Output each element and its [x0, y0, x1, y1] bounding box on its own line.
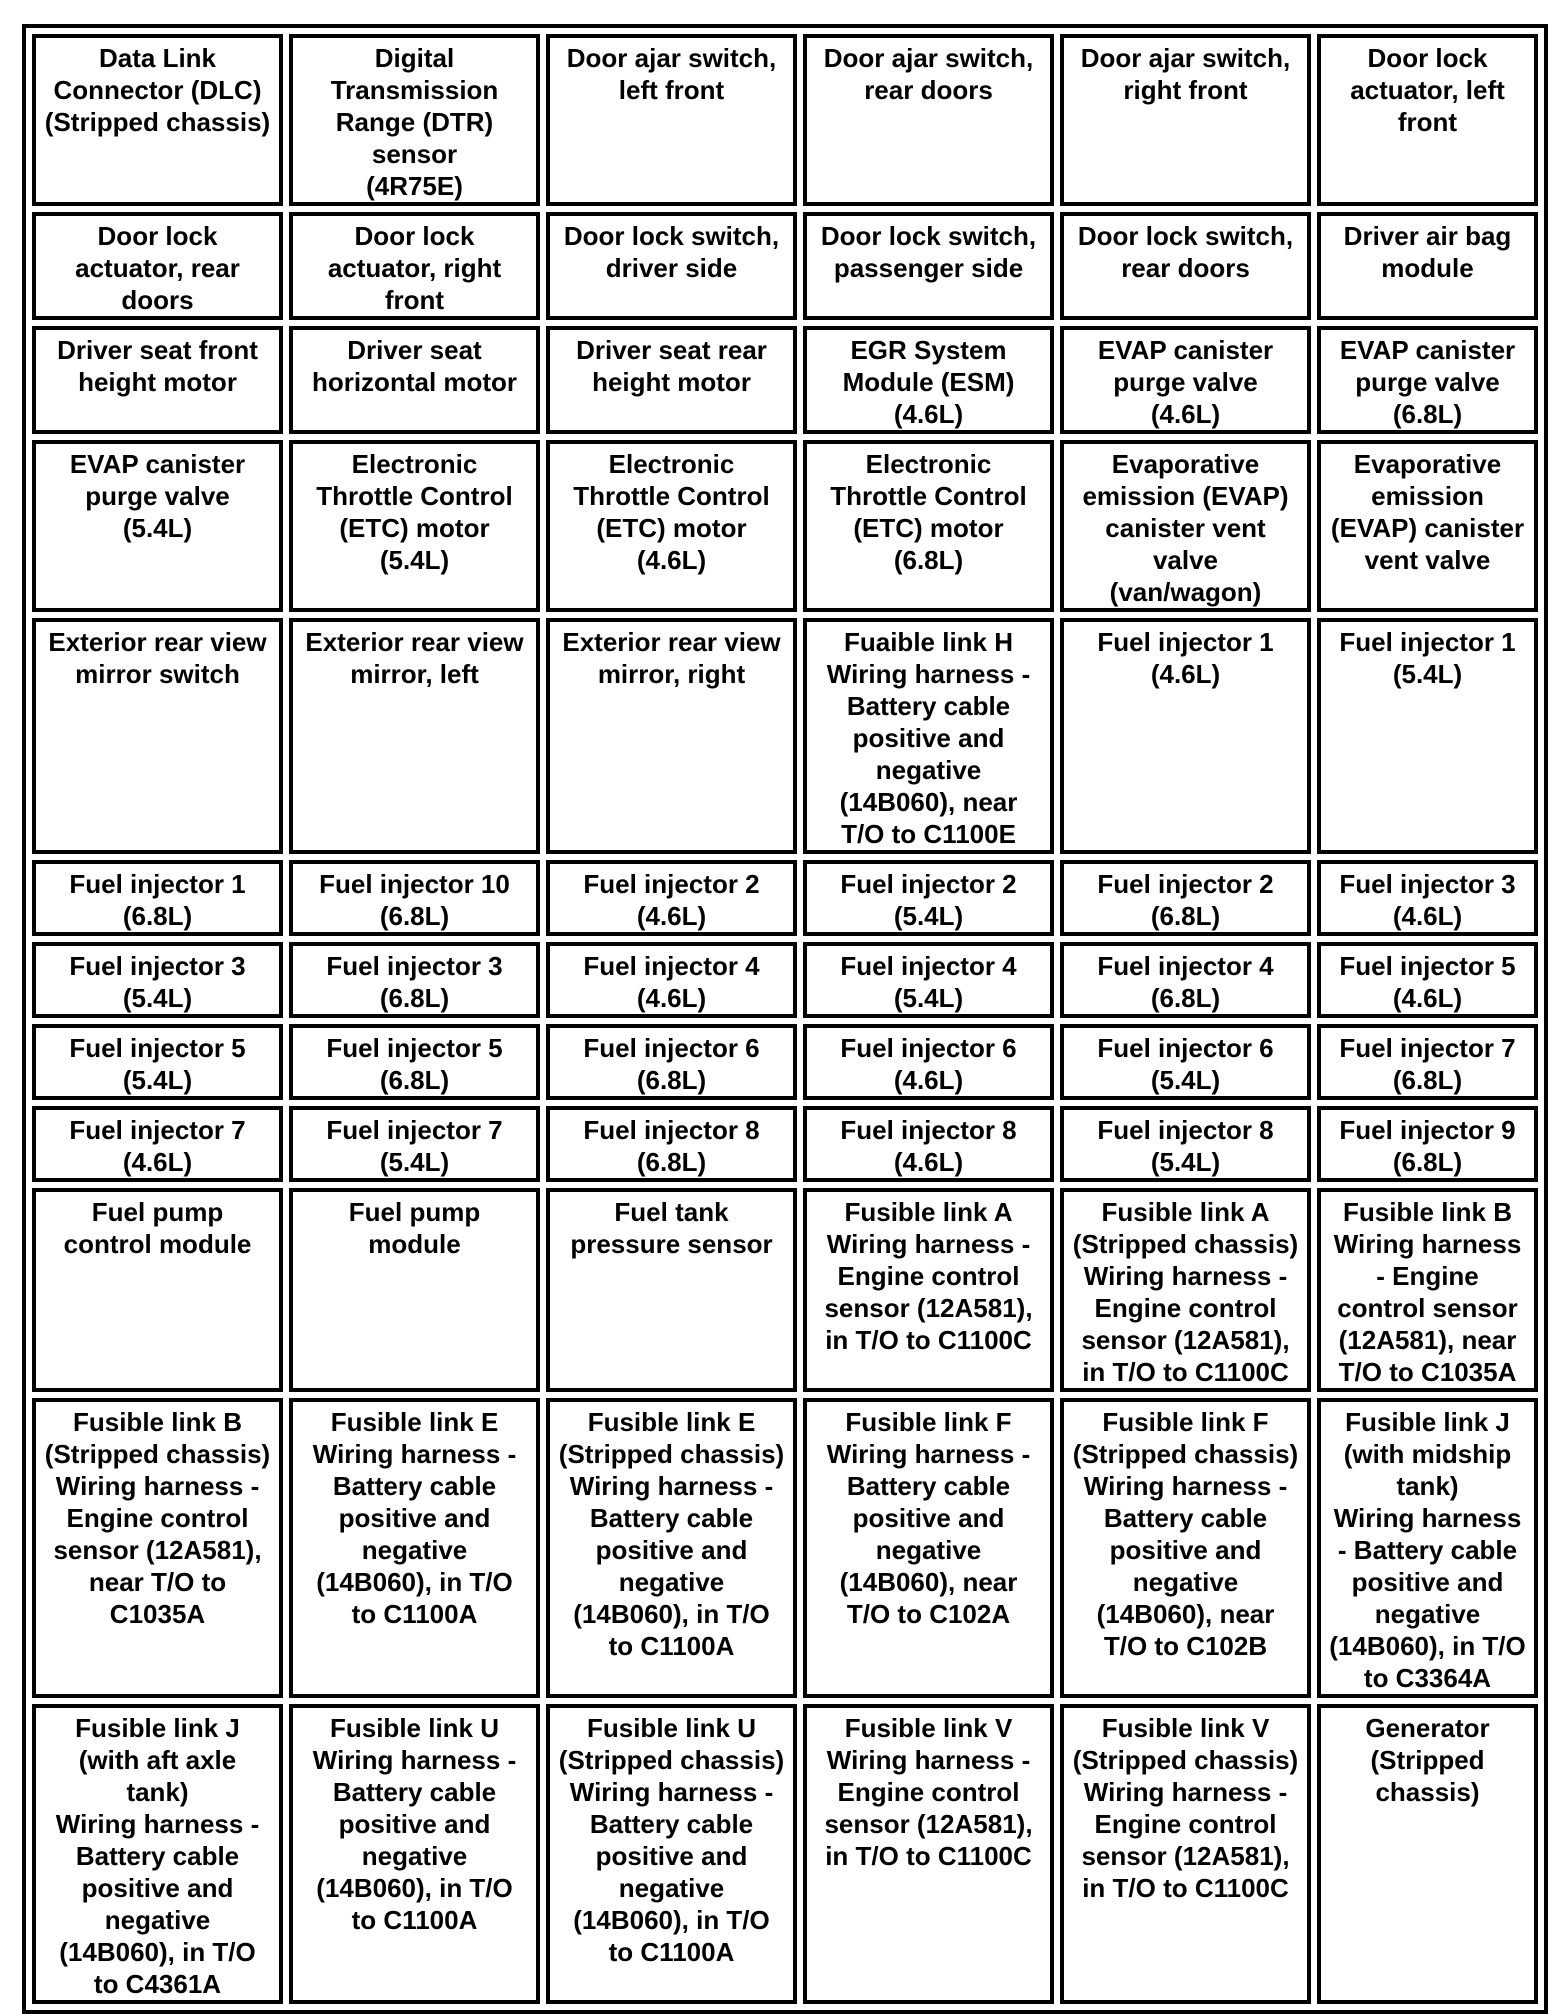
table-cell: Fuel tank pressure sensor — [546, 1188, 797, 1392]
table-cell: Exterior rear view mirror, left — [289, 618, 540, 854]
table-cell: Fuel injector 2 (5.4L) — [803, 860, 1054, 936]
table-cell: Electronic Throttle Control (ETC) motor (6.8L) — [803, 440, 1054, 612]
table-cell: Fuel injector 7 (5.4L) — [289, 1106, 540, 1182]
table-cell: Fuel injector 3 (6.8L) — [289, 942, 540, 1018]
table-cell: Exterior rear view mirror switch — [32, 618, 283, 854]
table-cell: Fuel injector 4 (5.4L) — [803, 942, 1054, 1018]
table-cell: Digital Transmission Range (DTR) sensor (4R75E) — [289, 34, 540, 206]
table-row — [32, 860, 1538, 936]
table-cell: Fuel injector 6 (4.6L) — [803, 1024, 1054, 1100]
table-cell: EVAP canister purge valve (4.6L) — [1060, 326, 1311, 434]
table-cell: EGR System Module (ESM) (4.6L) — [803, 326, 1054, 434]
table-cell: Fuel injector 2 (6.8L) — [1060, 860, 1311, 936]
table-row — [32, 618, 1538, 854]
table-cell: Fuel injector 5 (4.6L) — [1317, 942, 1538, 1018]
table-row — [32, 1188, 1538, 1392]
table-cell: Fusible link A Wiring harness - Engine control sensor (12A581), in T/O to C1100C — [803, 1188, 1054, 1392]
table-row — [32, 1106, 1538, 1182]
table-cell: Fuel injector 6 (6.8L) — [546, 1024, 797, 1100]
table-cell: EVAP canister purge valve (5.4L) — [32, 440, 283, 612]
table-cell: Driver seat horizontal motor — [289, 326, 540, 434]
table-cell: Data Link Connector (DLC) (Stripped chassis) — [32, 34, 283, 206]
table-cell: Fuel injector 3 (4.6L) — [1317, 860, 1538, 936]
table-cell: Fuel injector 2 (4.6L) — [546, 860, 797, 936]
table-cell: Door ajar switch, right front — [1060, 34, 1311, 206]
table-cell: Fusible link B Wiring harness - Engine control sensor (12A581), near T/O to C1035A — [1317, 1188, 1538, 1392]
table-row — [32, 942, 1538, 1018]
table-cell: Door lock switch, rear doors — [1060, 212, 1311, 320]
table-cell: Fuel injector 10 (6.8L) — [289, 860, 540, 936]
table-cell: Fuel injector 1 (6.8L) — [32, 860, 283, 936]
table-cell: Fuel injector 8 (6.8L) — [546, 1106, 797, 1182]
table-cell: Fuel pump module — [289, 1188, 540, 1392]
table-cell: Driver air bag module — [1317, 212, 1538, 320]
table-cell: Electronic Throttle Control (ETC) motor (5.4L) — [289, 440, 540, 612]
table-cell: Fuel injector 4 (6.8L) — [1060, 942, 1311, 1018]
table-cell: Fusible link E Wiring harness - Battery cable positive and negative (14B060), in T/O to C1100A — [289, 1398, 540, 1698]
table-cell: Fuel pump control module — [32, 1188, 283, 1392]
table-cell: Electronic Throttle Control (ETC) motor (4.6L) — [546, 440, 797, 612]
table-cell: Door lock actuator, left front — [1317, 34, 1538, 206]
table-cell: Fuel injector 8 (4.6L) — [803, 1106, 1054, 1182]
table-cell: Fuel injector 4 (4.6L) — [546, 942, 797, 1018]
table-cell: Fusible link U Wiring harness - Battery cable positive and negative (14B060), in T/O to C1100A — [289, 1704, 540, 2004]
table-row — [32, 34, 1538, 206]
table-cell: EVAP canister purge valve (6.8L) — [1317, 326, 1538, 434]
table-cell: Fuel injector 8 (5.4L) — [1060, 1106, 1311, 1182]
table-cell: Door lock switch, passenger side — [803, 212, 1054, 320]
table-cell: Evaporative emission (EVAP) canister vent valve (van/wagon) — [1060, 440, 1311, 612]
table-cell: Generator (Stripped chassis) — [1317, 1704, 1538, 2004]
table-cell: Driver seat front height motor — [32, 326, 283, 434]
table-cell: Fuel injector 9 (6.8L) — [1317, 1106, 1538, 1182]
table-cell: Fuel injector 1 (4.6L) — [1060, 618, 1311, 854]
table-cell: Exterior rear view mirror, right — [546, 618, 797, 854]
table-cell: Fuel injector 7 (4.6L) — [32, 1106, 283, 1182]
component-index-table — [22, 24, 1548, 2014]
table-cell: Door lock actuator, rear doors — [32, 212, 283, 320]
table-cell: Driver seat rear height motor — [546, 326, 797, 434]
table-cell: Fuel injector 3 (5.4L) — [32, 942, 283, 1018]
table-cell: Fuel injector 5 (6.8L) — [289, 1024, 540, 1100]
table-cell: Fuaible link H Wiring harness - Battery cable positive and negative (14B060), near T/O to C1100E — [803, 618, 1054, 854]
table-row — [32, 1704, 1538, 2004]
table-cell: Fuel injector 6 (5.4L) — [1060, 1024, 1311, 1100]
table-cell: Fusible link V Wiring harness - Engine control sensor (12A581), in T/O to C1100C — [803, 1704, 1054, 2004]
table-cell: Evaporative emission (EVAP) canister vent valve — [1317, 440, 1538, 612]
table-row — [32, 326, 1538, 434]
table-cell: Fusible link A (Stripped chassis) Wiring harness - Engine control sensor (12A581), in T/O to C1100C — [1060, 1188, 1311, 1392]
table-row — [32, 1398, 1538, 1698]
table-cell: Fusible link U (Stripped chassis) Wiring harness - Battery cable positive and negative (14B060), in T/O to C1100A — [546, 1704, 797, 2004]
table-cell: Fusible link B (Stripped chassis) Wiring harness - Engine control sensor (12A581), near T/O to C1035A — [32, 1398, 283, 1698]
table-row — [32, 440, 1538, 612]
table-cell: Fusible link E (Stripped chassis) Wiring harness - Battery cable positive and negative (14B060), in T/O to C1100A — [546, 1398, 797, 1698]
table-cell: Door ajar switch, rear doors — [803, 34, 1054, 206]
table-row — [32, 1024, 1538, 1100]
table-cell: Fusible link F (Stripped chassis) Wiring harness - Battery cable positive and negative (14B060), near T/O to C102B — [1060, 1398, 1311, 1698]
table-cell: Door lock actuator, right front — [289, 212, 540, 320]
table-cell: Door lock switch, driver side — [546, 212, 797, 320]
table-cell: Fuel injector 7 (6.8L) — [1317, 1024, 1538, 1100]
table-cell: Fusible link F Wiring harness - Battery cable positive and negative (14B060), near T/O to C102A — [803, 1398, 1054, 1698]
table-cell: Fusible link J (with midship tank) Wiring harness - Battery cable positive and negative (14B060), in T/O to C3364A — [1317, 1398, 1538, 1698]
table-row — [32, 212, 1538, 320]
table-cell: Fuel injector 1 (5.4L) — [1317, 618, 1538, 854]
table-cell: Fusible link J (with aft axle tank) Wiring harness - Battery cable positive and negative (14B060), in T/O to C4361A — [32, 1704, 283, 2004]
table-cell: Door ajar switch, left front — [546, 34, 797, 206]
table-cell: Fuel injector 5 (5.4L) — [32, 1024, 283, 1100]
table-cell: Fusible link V (Stripped chassis) Wiring harness - Engine control sensor (12A581), in T/O to C1100C — [1060, 1704, 1311, 2004]
